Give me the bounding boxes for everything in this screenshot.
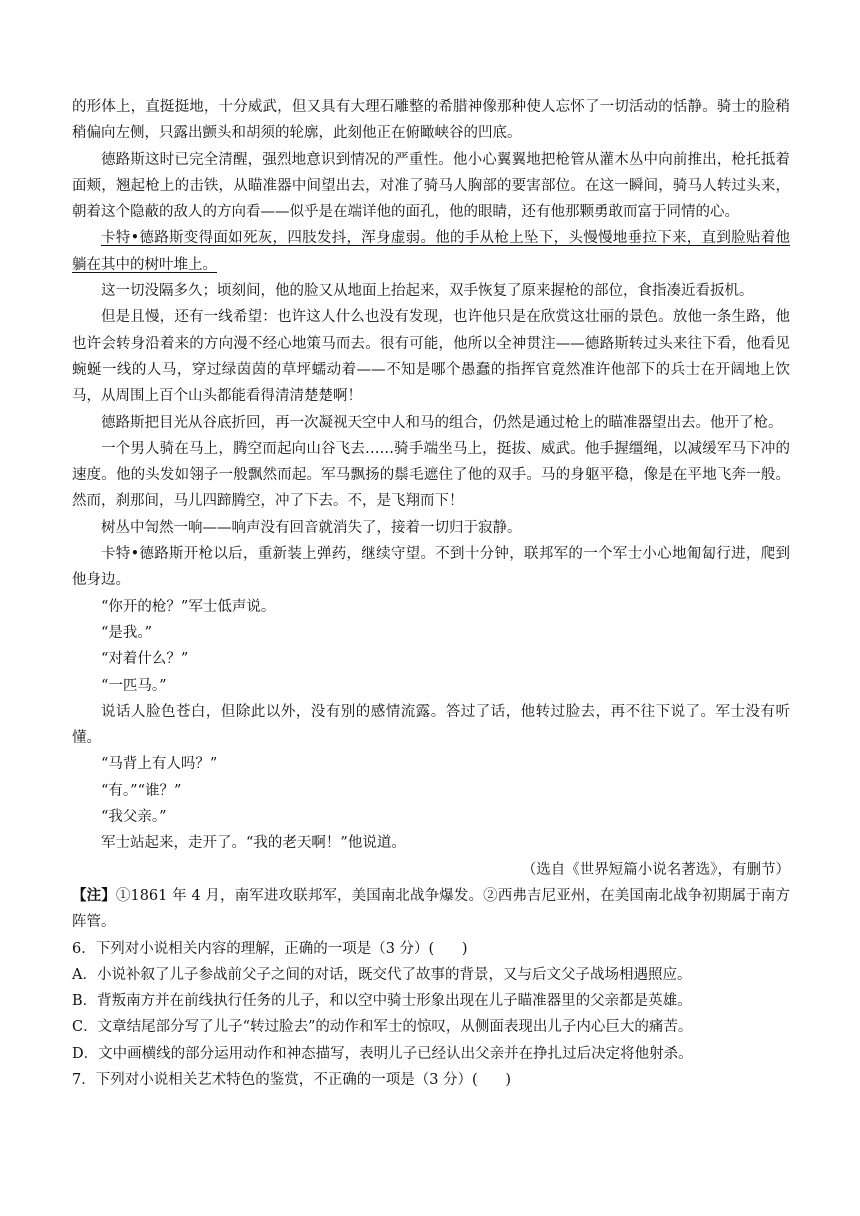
- story-paragraph: 说话人脸色苍白，但除此以外，没有别的感情流露。答过了话，他转过脸去，再不往下说了。军士没有听懂。: [72, 703, 790, 747]
- dialogue-line: “马背上有人吗？”: [101, 756, 218, 773]
- dialogue-line: “你开的枪？”军士低声说。: [101, 598, 276, 615]
- footnote-text: ①1861 年 4 月，南军进攻联邦军，美国南北战争爆发。②西弗吉尼亚州，在美国南北战争初期属于南方阵管。: [72, 887, 791, 931]
- question-6-option-b: B．背叛南方并在前线执行任务的儿子，和以空中骑士形象出现在儿子瞄准器里的父亲都是英雄。: [72, 993, 692, 1010]
- underlined-passage: 卡特•德路斯变得面如死灰，四肢发抖，浑身虚弱。他的手从枪上坠下，头慢慢地垂拉下来，直到脸贴着他躺在其中的树叶堆上。: [72, 230, 790, 273]
- dialogue-line: “对着什么？”: [101, 651, 189, 668]
- dialogue-line: “我父亲。”: [101, 809, 167, 826]
- story-paragraph: 树丛中訇然一响——响声没有回音就消失了，接着一切归于寂静。: [101, 519, 522, 536]
- dialogue-line: “一匹马。”: [101, 677, 167, 694]
- question-6-option-a: A．小说补叙了儿子参战前父子之间的对话，既交代了故事的背景，又与后文父子战场相遇照应。: [72, 966, 692, 983]
- story-paragraph: 的形体上，直挺挺地，十分威武，但又具有大理石雕整的希腊神像那种使人忘怀了一切活动的恬静。骑士的脸稍稍偏向左侧，只露出颤头和胡须的轮廓，此刻他正在俯瞰峡谷的凹底。: [72, 99, 790, 142]
- question-7-stem: 7．下列对小说相关艺术特色的鉴赏，不正确的一项是（3 分）( ): [72, 1071, 512, 1088]
- document-body: [72, 94, 790, 1093]
- story-paragraph: 军士站起来，走开了。“我的老天啊！”他说道。: [101, 835, 406, 852]
- dialogue-line: “是我。”: [101, 624, 153, 641]
- question-6-stem: 6．下列对小说相关内容的理解，正确的一项是（3 分）( ): [72, 940, 468, 957]
- footnote: [72, 883, 790, 936]
- story-paragraph: 德路斯这时已完全清醒，强烈地意识到情况的严重性。他小心翼翼地把枪管从灌木丛中向前推出，枪托抵着面颊，翘起枪上的击铁，从瞄准器中间望出去，对准了骑马人胸部的要害部位。在这一瞬间，骑马人转过头来，朝着这个隐蔽的敌人的方向看——似乎是在端详他的面孔，他的眼睛，还有他那颗勇敢而富于同情的心。: [72, 151, 790, 221]
- story-paragraph: 一个男人骑在马上，腾空而起向山谷飞去……骑手端坐马上，挺拔、威武。他手握缰绳，以减缓军马下冲的速度。他的头发如翎子一般飘然而起。军马飘扬的鬃毛遮住了他的双手。马的身躯平稳，像是在平地飞奔一般。然而，刹那间，马儿四蹄腾空，冲了下去。不，是飞翔而下！: [72, 440, 790, 510]
- story-paragraph: 卡特•德路斯开枪以后，重新装上弹药，继续守望。不到十分钟，联邦军的一个军士小心地匍匐行进，爬到他身边。: [72, 546, 790, 589]
- dialogue-line: “有。”“谁？”: [101, 782, 182, 799]
- story-paragraph: 这一切没隔多久；顷刻间，他的脸又从地面上抬起来，双手恢复了原来握枪的部位，食指凑近看扳机。: [101, 283, 754, 300]
- question-6-option-d: D．文中画横线的部分运用动作和神态描写，表明儿子已经认出父亲并在挣扎过后决定将他射杀。: [72, 1045, 693, 1062]
- source-citation: （选自《世界短篇小说名著选》，有删节）: [521, 861, 790, 878]
- question-6-option-c: C．文章结尾部分写了儿子“转过脸去”的动作和军士的惊叹，从侧面表现出儿子内心巨大的痛苦。: [72, 1019, 693, 1036]
- story-paragraph: 但是且慢，还有一线希望：也许这人什么也没有发现，也许他只是在欣赏这壮丽的景色。放他一条生路，他也许会转身沿着来的方向漫不经心地策马而去。很有可能，他所以全神贯注——德路斯转过头来往下看，他看见蜿蜒一线的人马，穿过绿茵茵的草坪蠕动着——不知是哪个愚蠢的指挥官竟然准许他部下的兵士在开阔地上饮马，从周围上百个山头都能看得清清楚楚啊！: [72, 309, 790, 405]
- footnote-label: 【注】: [72, 886, 116, 904]
- story-paragraph: 德路斯把目光从谷底折回，再一次凝视天空中人和马的组合，仍然是通过枪上的瞄准器望出去。他开了枪。: [101, 414, 783, 431]
